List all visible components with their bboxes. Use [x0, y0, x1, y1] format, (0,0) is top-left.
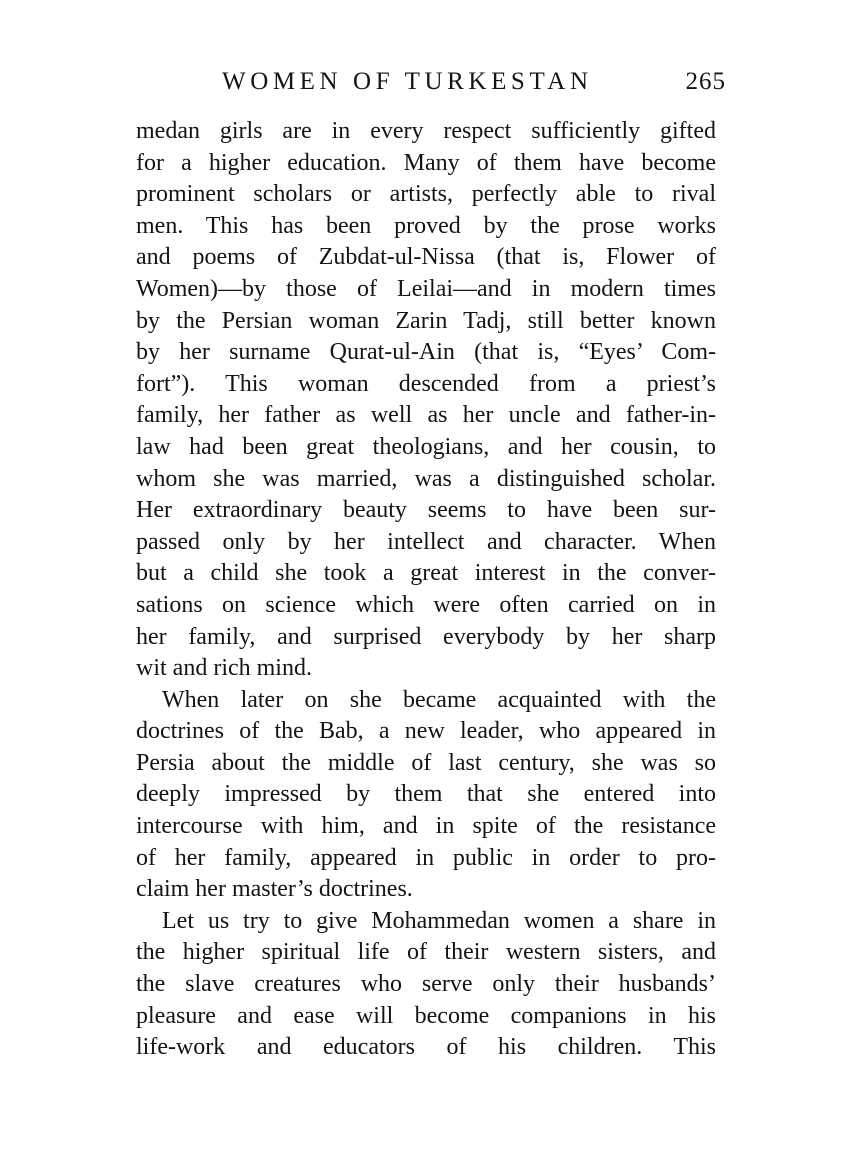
text-line: intercourse with him, and in spite of the resistance — [136, 813, 716, 840]
text-line: by her surname Qurat-ul-Ain (that is, “Eyes’ Com- — [136, 339, 716, 366]
text-line: passed only by her intellect and character. When — [136, 528, 716, 555]
text-line: her family, and surprised everybody by her sharp — [136, 623, 716, 650]
paragraph — [136, 116, 716, 685]
text-line: the slave creatures who serve only their husbands’ — [136, 971, 716, 998]
text-line: medan girls are in every respect sufficiently gifted — [136, 118, 716, 144]
running-title: WOMEN OF TURKESTAN — [222, 68, 593, 95]
running-head — [136, 64, 726, 100]
text-line: by the Persian woman Zarin Tadj, still better known — [136, 307, 716, 334]
text-line: men. This has been proved by the prose works — [136, 212, 716, 239]
page-number: 265 — [685, 68, 726, 95]
text-line: When later on she became acquainted with the — [162, 686, 716, 713]
text-line: of her family, appeared in public in order to pro- — [136, 844, 716, 871]
text-line: wit and rich mind. — [136, 655, 312, 682]
text-line: deeply impressed by them that she entered into — [136, 781, 716, 808]
text-line: prominent scholars or artists, perfectly able to rival — [136, 181, 716, 208]
paragraph — [136, 906, 716, 1064]
text-line: Persia about the middle of last century, she was so — [136, 749, 716, 776]
text-line: and poems of Zubdat-ul-Nissa (that is, Flower of — [136, 244, 716, 271]
text-line: whom she was married, was a distinguished scholar. — [136, 465, 716, 492]
text-line: sations on science which were often carried on in — [136, 591, 716, 618]
text-line: Women)—by those of Leilai—and in modern times — [136, 275, 716, 302]
text-line: Let us try to give Mohammedan women a share in — [162, 907, 716, 934]
text-line: doctrines of the Bab, a new leader, who appeared in — [136, 718, 716, 745]
paragraph — [136, 685, 716, 906]
text-line: pleasure and ease will become companions in his — [136, 1002, 716, 1029]
text-line: for a higher education. Many of them have become — [136, 149, 716, 176]
body-text — [136, 116, 716, 1064]
text-line: life-work and educators of his children. This — [136, 1034, 716, 1061]
text-line: fort”). This woman descended from a priest’s — [136, 370, 716, 397]
text-line: claim her master’s doctrines. — [136, 876, 413, 903]
text-line: law had been great theologians, and her cousin, to — [136, 433, 716, 460]
text-line: but a child she took a great interest in the conver- — [136, 560, 716, 587]
text-line: Her extraordinary beauty seems to have been sur- — [136, 497, 716, 524]
text-line: family, her father as well as her uncle and father-in- — [136, 402, 716, 429]
text-line: the higher spiritual life of their western sisters, and — [136, 939, 716, 966]
